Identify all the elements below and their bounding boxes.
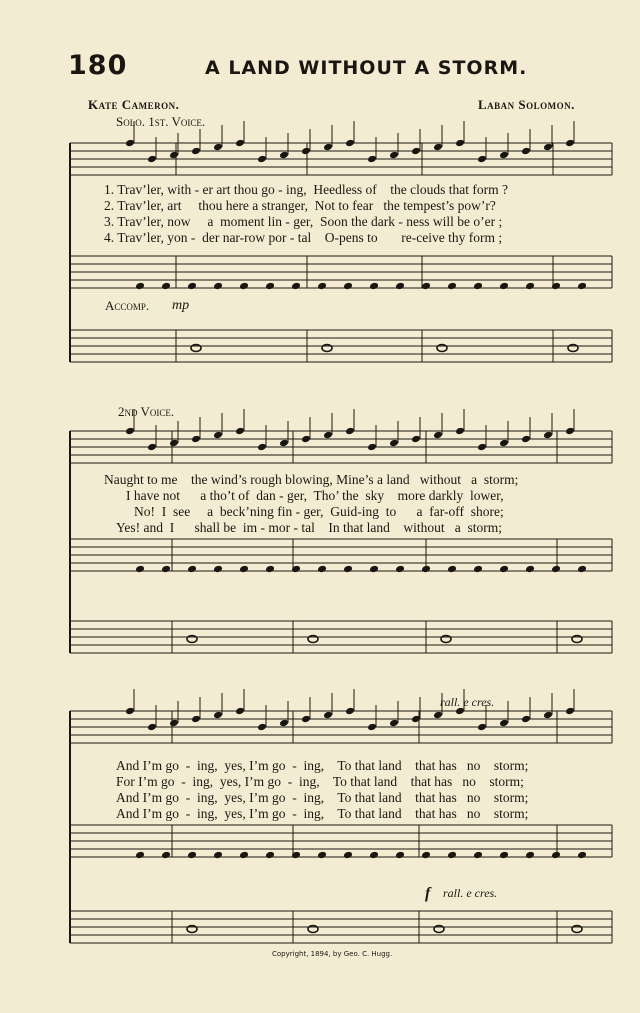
notehead	[265, 565, 275, 574]
notehead	[521, 715, 531, 724]
notehead	[125, 139, 135, 148]
notehead	[369, 565, 379, 574]
notehead	[477, 723, 487, 732]
notehead	[473, 282, 483, 291]
notehead	[239, 282, 249, 291]
second-voice-label: 2nd Voice.	[118, 404, 175, 419]
notehead	[389, 719, 399, 728]
verse-line-4: 4. Trav’ler, yon - der nar-row por - tal O-pens to re-ceive thy form ;	[104, 230, 503, 245]
notehead	[367, 443, 377, 452]
notehead	[551, 851, 561, 860]
notehead	[433, 431, 443, 440]
notehead	[565, 427, 575, 436]
notehead	[135, 565, 145, 574]
notehead	[551, 565, 561, 574]
notehead	[395, 282, 405, 291]
notehead	[291, 282, 301, 291]
notehead	[343, 282, 353, 291]
notehead	[257, 723, 267, 732]
notehead	[317, 282, 327, 291]
notehead	[323, 431, 333, 440]
notehead	[257, 443, 267, 452]
notehead	[125, 427, 135, 436]
notehead	[213, 282, 223, 291]
verse-line-2: I have not a tho’t of dan - ger, Tho’ the sky more darkly lower,	[126, 488, 504, 503]
notehead	[239, 851, 249, 860]
notehead	[455, 427, 465, 436]
notehead	[169, 439, 179, 448]
notehead	[213, 431, 223, 440]
notehead	[367, 155, 377, 164]
notehead	[169, 719, 179, 728]
dynamic-mp: mp	[172, 298, 190, 313]
notehead	[499, 282, 509, 291]
composer-credit: Laban Solomon.	[478, 97, 575, 112]
notehead	[421, 851, 431, 860]
notehead	[239, 565, 249, 574]
forte-marking: f	[425, 885, 431, 902]
notehead	[421, 282, 431, 291]
notehead	[499, 439, 509, 448]
notehead	[455, 139, 465, 148]
notehead	[213, 711, 223, 720]
notehead	[345, 427, 355, 436]
rall-marking-top: rall. e cres.	[440, 695, 495, 709]
notehead	[543, 711, 553, 720]
verse-line-1: 1. Trav’ler, with - er art thou go - ing, Heedless of the clouds that form ?	[104, 182, 508, 197]
verse-line-2: 2. Trav’ler, art thou here a stranger, Not to fear the tempest’s pow’r?	[104, 198, 496, 213]
notehead	[301, 715, 311, 724]
verse-line-1: Naught to me the wind’s rough blowing, Mine’s a land without a storm;	[104, 472, 519, 487]
notehead	[343, 565, 353, 574]
notehead	[395, 565, 405, 574]
notehead	[301, 435, 311, 444]
notehead	[477, 155, 487, 164]
notehead	[389, 151, 399, 160]
refrain-line-4: And I’m go - ing, yes, I’m go - ing, To that land that has no storm;	[116, 806, 529, 821]
notehead	[411, 435, 421, 444]
notehead	[389, 439, 399, 448]
notehead	[577, 282, 587, 291]
notehead	[395, 851, 405, 860]
notehead	[543, 431, 553, 440]
notehead	[265, 282, 275, 291]
notehead	[187, 565, 197, 574]
notehead	[147, 723, 157, 732]
notehead	[187, 851, 197, 860]
notehead	[191, 435, 201, 444]
notehead	[525, 851, 535, 860]
notehead	[235, 707, 245, 716]
notehead	[317, 565, 327, 574]
notehead	[477, 443, 487, 452]
notehead	[343, 851, 353, 860]
notehead	[447, 282, 457, 291]
notehead	[213, 143, 223, 152]
notehead	[369, 851, 379, 860]
notehead	[499, 851, 509, 860]
notehead	[125, 707, 135, 716]
notehead	[499, 151, 509, 160]
notehead	[421, 565, 431, 574]
notehead	[257, 155, 267, 164]
notehead	[577, 851, 587, 860]
notehead	[411, 147, 421, 156]
notehead	[191, 715, 201, 724]
notehead	[369, 282, 379, 291]
notehead	[577, 565, 587, 574]
notehead	[169, 151, 179, 160]
notehead	[499, 719, 509, 728]
notehead	[317, 851, 327, 860]
notehead	[565, 139, 575, 148]
notehead	[161, 851, 171, 860]
notehead	[543, 143, 553, 152]
notehead	[565, 707, 575, 716]
notehead	[191, 147, 201, 156]
notehead	[147, 155, 157, 164]
notehead	[213, 565, 223, 574]
notehead	[473, 851, 483, 860]
refrain-line-2: For I’m go - ing, yes, I’m go - ing, To that land that has no storm;	[116, 774, 524, 789]
notehead	[279, 719, 289, 728]
notehead	[187, 282, 197, 291]
notehead	[447, 851, 457, 860]
notehead	[521, 147, 531, 156]
notehead	[473, 565, 483, 574]
rall-marking-bottom: rall. e cres.	[443, 886, 498, 900]
notehead	[213, 851, 223, 860]
notehead	[433, 711, 443, 720]
notehead	[265, 851, 275, 860]
notehead	[161, 282, 171, 291]
notehead	[455, 707, 465, 716]
notehead	[447, 565, 457, 574]
notehead	[279, 151, 289, 160]
accompaniment-label: Accomp.	[105, 298, 150, 313]
notehead	[279, 439, 289, 448]
notehead	[345, 707, 355, 716]
notehead	[135, 282, 145, 291]
notehead	[499, 565, 509, 574]
notehead	[235, 427, 245, 436]
copyright-notice: Copyright, 1894, by Geo. C. Hugg.	[272, 950, 393, 958]
solo-voice-label: Solo. 1st. Voice.	[116, 114, 206, 129]
notehead	[147, 443, 157, 452]
notehead	[135, 851, 145, 860]
notehead	[521, 435, 531, 444]
notehead	[525, 282, 535, 291]
notehead	[235, 139, 245, 148]
notehead	[433, 143, 443, 152]
notehead	[345, 139, 355, 148]
page-number: 180	[68, 50, 128, 81]
refrain-line-3: And I’m go - ing, yes, I’m go - ing, To that land that has no storm;	[116, 790, 529, 805]
verse-line-4: Yes! and I shall be im - mor - tal In that land without a storm;	[116, 520, 502, 535]
notehead	[323, 711, 333, 720]
notehead	[301, 147, 311, 156]
notehead	[323, 143, 333, 152]
hymn-title: A LAND WITHOUT A STORM.	[205, 57, 528, 79]
notehead	[367, 723, 377, 732]
notehead	[525, 565, 535, 574]
notehead	[161, 565, 171, 574]
verse-line-3: No! I see a beck’ning fin - ger, Guid-ing to a far-off shore;	[134, 504, 504, 519]
lyricist-credit: Kate Cameron.	[88, 97, 180, 112]
verse-line-3: 3. Trav’ler, now a moment lin - ger, Soon the dark - ness will be o’er ;	[104, 214, 503, 229]
refrain-line-1: And I’m go - ing, yes, I’m go - ing, To that land that has no storm;	[116, 758, 529, 773]
